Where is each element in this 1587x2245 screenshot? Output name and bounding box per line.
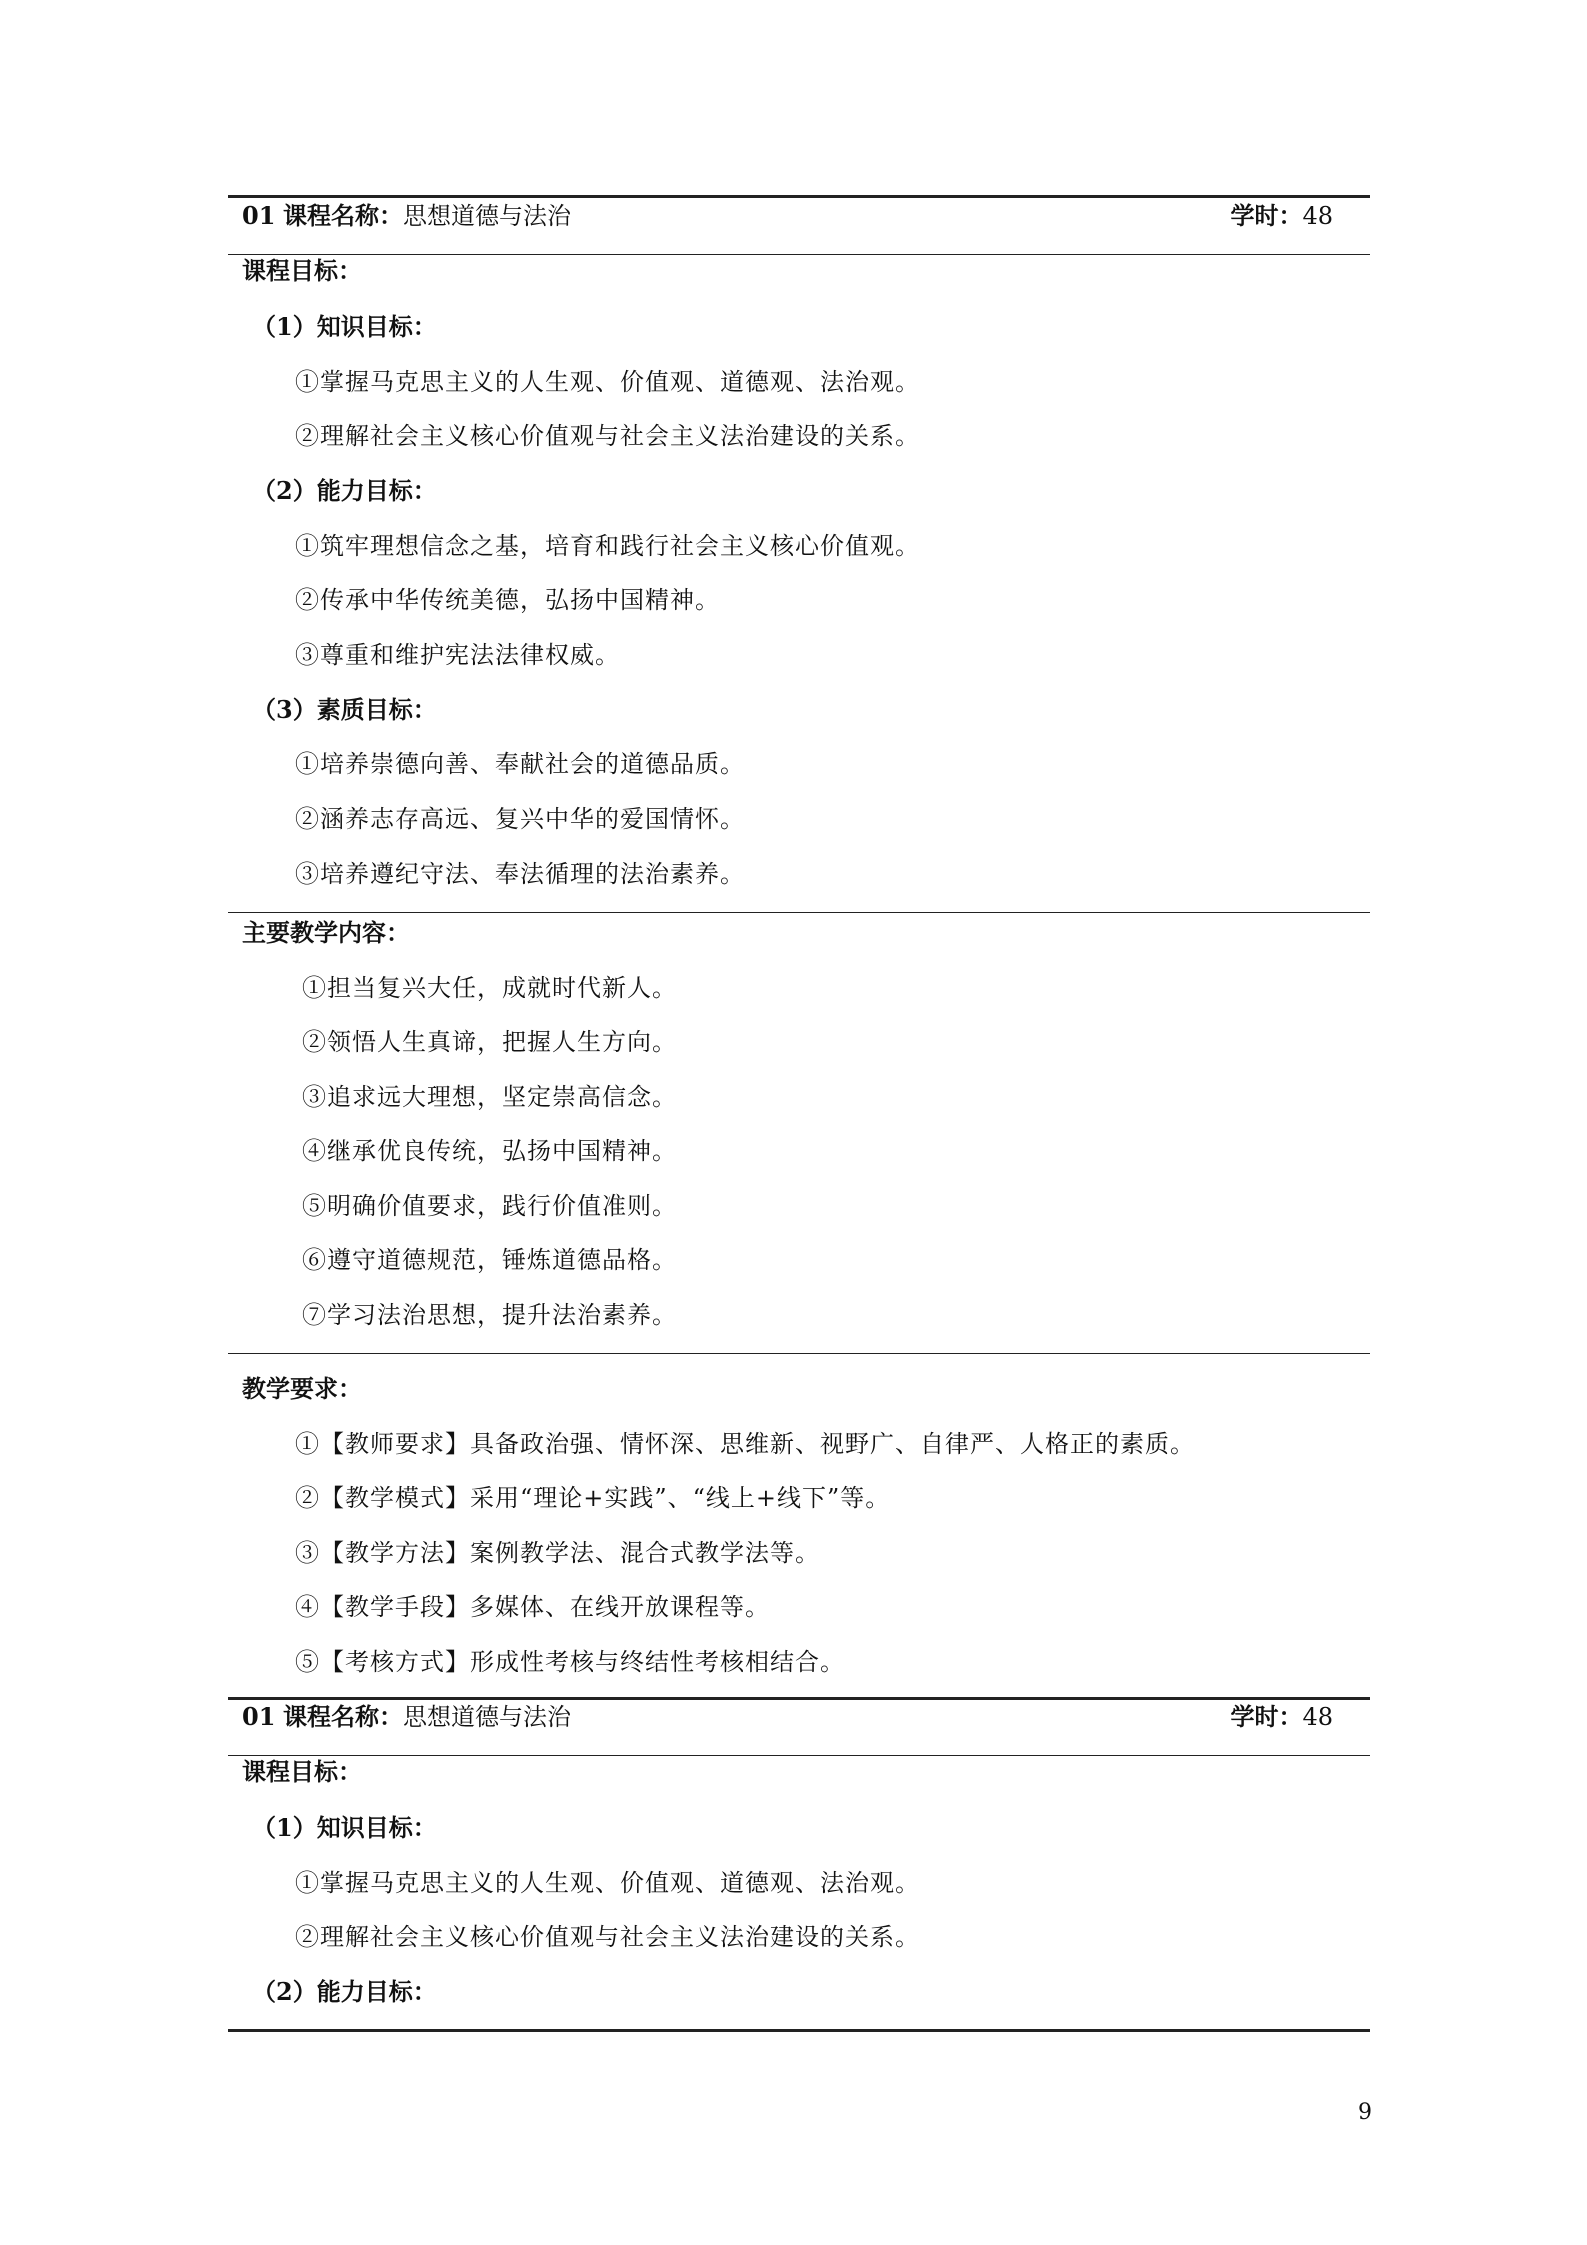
page-number: 9	[1358, 2100, 1372, 2125]
list-item: ③追求远大理想，坚定崇高信念。	[302, 1083, 677, 1111]
list-item: ①掌握马克思主义的人生观、价值观、道德观、法治观。	[295, 1869, 920, 1897]
course-name-label: 课程名称：	[283, 201, 404, 230]
list-item: ③【教学方法】案例教学法、混合式教学法等。	[295, 1539, 820, 1567]
row-divider	[228, 1353, 1370, 1354]
list-item: ①【教师要求】具备政治强、情怀深、思维新、视野广、自律严、人格正的素质。	[295, 1430, 1195, 1458]
course-header	[242, 201, 571, 231]
list-item: ①掌握马克思主义的人生观、价值观、道德观、法治观。	[295, 368, 920, 396]
goals-title: 课程目标：	[242, 256, 362, 285]
requirements-title: 教学要求：	[242, 1374, 362, 1403]
list-item: ②理解社会主义核心价值观与社会主义法治建设的关系。	[295, 1923, 920, 1951]
knowledge-goals-title: （1）知识目标：	[252, 1813, 437, 1842]
list-item: ③培养遵纪守法、奉法循理的法治素养。	[295, 860, 745, 888]
course-number: 01	[242, 201, 276, 230]
list-item: ②涵养志存高远、复兴中华的爱国情怀。	[295, 805, 745, 833]
course-hours	[1230, 201, 1333, 231]
ability-goals-title: （2）能力目标：	[252, 476, 437, 505]
table-top-rule	[228, 1697, 1370, 1700]
list-item: ②传承中华传统美德，弘扬中国精神。	[295, 586, 720, 614]
hours-label: 学时：	[1230, 1702, 1303, 1731]
hours-label: 学时：	[1230, 201, 1303, 230]
row-divider	[228, 1755, 1370, 1756]
list-item: ②领悟人生真谛，把握人生方向。	[302, 1028, 677, 1056]
course-name-label: 课程名称：	[283, 1702, 404, 1731]
hours-value: 48	[1302, 1703, 1333, 1731]
table-bottom-rule	[228, 2029, 1370, 2032]
course-number: 01	[242, 1702, 276, 1731]
goals-title: 课程目标：	[242, 1757, 362, 1786]
list-item: ⑥遵守道德规范，锤炼道德品格。	[302, 1246, 677, 1274]
list-item: ①培养崇德向善、奉献社会的道德品质。	[295, 750, 745, 778]
list-item: ⑦学习法治思想，提升法治素养。	[302, 1301, 677, 1329]
list-item: ④【教学手段】多媒体、在线开放课程等。	[295, 1593, 770, 1621]
hours-value: 48	[1302, 202, 1333, 230]
course-name: 思想道德与法治	[403, 1703, 572, 1731]
knowledge-goals-title: （1）知识目标：	[252, 312, 437, 341]
course-header	[242, 1702, 571, 1732]
table-top-rule	[228, 195, 1370, 198]
list-item: ①筑牢理想信念之基，培育和践行社会主义核心价值观。	[295, 532, 920, 560]
course-hours	[1230, 1702, 1333, 1732]
list-item: ④继承优良传统，弘扬中国精神。	[302, 1137, 677, 1165]
content-title: 主要教学内容：	[242, 918, 410, 947]
list-item: ②【教学模式】采用“理论+实践”、“线上+线下”等。	[295, 1484, 891, 1512]
list-item: ①担当复兴大任，成就时代新人。	[302, 974, 677, 1002]
list-item: ②理解社会主义核心价值观与社会主义法治建设的关系。	[295, 422, 920, 450]
list-item: ⑤【考核方式】形成性考核与终结性考核相结合。	[295, 1648, 845, 1676]
ability-goals-title: （2）能力目标：	[252, 1977, 437, 2006]
quality-goals-title: （3）素质目标：	[252, 695, 437, 724]
list-item: ③尊重和维护宪法法律权威。	[295, 641, 620, 669]
list-item: ⑤明确价值要求，践行价值准则。	[302, 1192, 677, 1220]
row-divider	[228, 912, 1370, 913]
course-name: 思想道德与法治	[403, 202, 572, 230]
row-divider	[228, 254, 1370, 255]
